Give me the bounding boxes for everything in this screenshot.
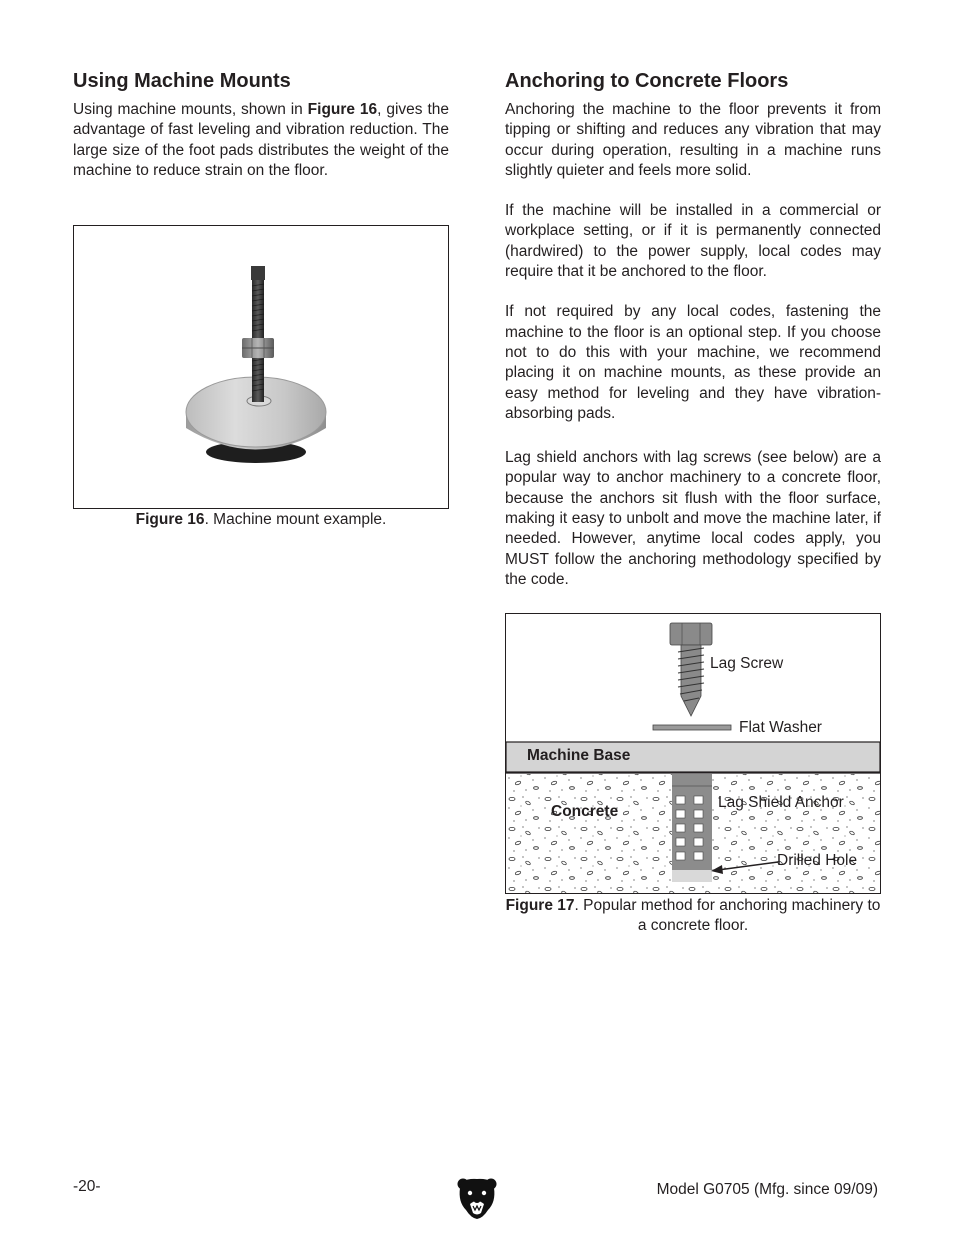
anchoring-paragraph-3: If not required by any local codes, fastening the machine to the floor is an optional step. If you choose not to do this with your machine, we recommend placing it on machine mounts, as these provide an easy method for leveling and they have vibration-absorbing pads. bbox=[505, 303, 881, 422]
model-info: Model G0705 (Mfg. since 09/09) bbox=[656, 1181, 878, 1198]
figure-17-diagram bbox=[505, 613, 881, 894]
figure-caption-text: . Popular method for anchoring machinery to a concrete floor. bbox=[574, 897, 881, 934]
paragraph-text: , gives the advantage of fast leveling and vibration reduction. The large size of the foot pads distributes the weight of the machine to reduce strain on the floor. bbox=[73, 101, 449, 179]
paragraph-text: Using machine mounts, shown in bbox=[73, 101, 308, 118]
section-heading-anchoring: Anchoring to Concrete Floors bbox=[505, 70, 789, 92]
label-flat-washer: Flat Washer bbox=[739, 719, 822, 736]
machine-mount-illustration bbox=[74, 226, 448, 508]
label-drilled-hole: Drilled Hole bbox=[777, 852, 858, 869]
grizzly-bear-logo-icon bbox=[456, 1176, 498, 1225]
figure-label: Figure 16 bbox=[135, 511, 205, 528]
label-lag-screw: Lag Screw bbox=[710, 655, 784, 672]
figure-16-caption bbox=[73, 510, 449, 530]
anchoring-paragraph-4: Lag shield anchors with lag screws (see below) are a popular way to anchor machinery to a concrete floor, because the anchors sit flush with the floor surface, making it easy to unbolt and move the machine later, if needed. However, anytime local codes apply, you MUST follow the anchoring methodology specified by the code. bbox=[505, 449, 881, 588]
left-column bbox=[73, 68, 449, 181]
right-column bbox=[505, 68, 881, 590]
section-heading-machine-mounts: Using Machine Mounts bbox=[73, 70, 291, 92]
figure-16-image bbox=[73, 225, 449, 509]
page-number: -20- bbox=[73, 1178, 101, 1195]
figure-reference: Figure 16 bbox=[307, 101, 378, 118]
figure-17-caption bbox=[505, 896, 881, 936]
figure-caption-text: . Machine mount example. bbox=[204, 511, 387, 528]
figure-label: Figure 17 bbox=[505, 897, 575, 914]
label-machine-base: Machine Base bbox=[527, 747, 631, 764]
anchoring-paragraph-1: Anchoring the machine to the floor prevents it from tipping or shifting and reduces any vibration that may occur during operation, resulting in a machine runs slightly quieter and feels more solid. bbox=[505, 101, 881, 179]
anchoring-paragraph-2: If the machine will be installed in a commercial or workplace setting, or if it is permanently connected (hardwired) to the power supply, local codes may require that it be anchored to the floor. bbox=[505, 202, 881, 281]
machine-mounts-paragraph bbox=[73, 100, 449, 181]
label-lag-shield-anchor: Lag Shield Anchor bbox=[718, 794, 844, 811]
label-concrete: Concrete bbox=[551, 803, 619, 820]
